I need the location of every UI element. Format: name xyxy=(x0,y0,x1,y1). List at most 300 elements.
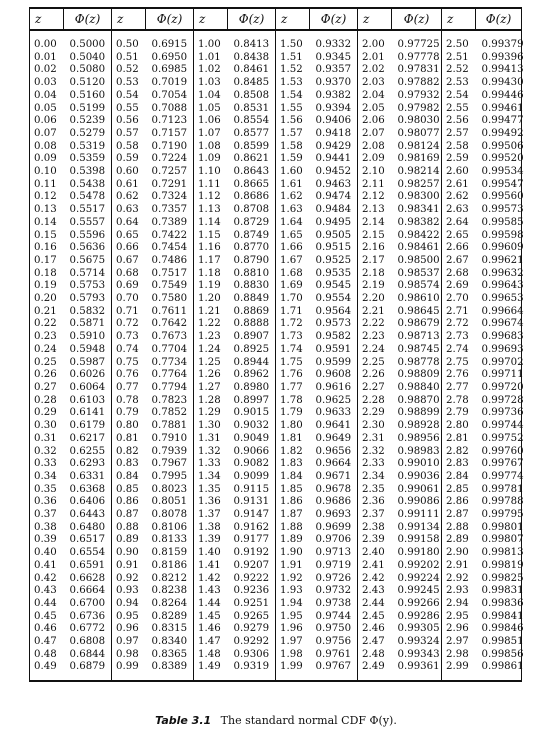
z-value-cell: 1.48 xyxy=(194,649,228,662)
z-value-cell: 0.18 xyxy=(30,268,64,281)
phi-value-cell: 0.6406 xyxy=(69,496,106,508)
z-value-cell: 0.82 xyxy=(112,446,146,459)
z-value-cell: 2.45 xyxy=(358,611,392,624)
phi-value-cell: 0.8790 xyxy=(233,254,270,266)
z-value-cell: 1.11 xyxy=(194,179,228,192)
z-value-cell: 2.79 xyxy=(442,407,476,420)
z-value-cell: 1.05 xyxy=(194,103,228,116)
phi-value-cell: 0.98214 xyxy=(397,166,440,178)
z-value-cell: 1.80 xyxy=(276,420,310,433)
table-row xyxy=(30,357,522,370)
z-value-cell: 0.69 xyxy=(112,280,146,293)
z-value-cell: 0.91 xyxy=(112,560,146,573)
phi-value-cell: 0.7257 xyxy=(151,166,188,178)
z-value-cell: 2.57 xyxy=(442,128,476,141)
phi-value-cell: 0.98169 xyxy=(397,153,440,165)
z-value-cell: 2.53 xyxy=(442,77,476,90)
table-row xyxy=(30,649,522,662)
z-value-cell: 2.14 xyxy=(358,217,392,230)
phi-value-cell: 0.6217 xyxy=(69,432,106,444)
z-value-cell: 1.87 xyxy=(276,509,310,522)
z-value-cell: 0.34 xyxy=(30,471,64,484)
phi-value-cell: 0.99547 xyxy=(476,179,522,192)
z-value-cell: 1.10 xyxy=(194,166,228,179)
z-value-cell: 0.36 xyxy=(30,496,64,509)
table-row xyxy=(30,103,522,116)
phi-value-cell: 0.9761 xyxy=(315,648,352,660)
z-value-cell: 2.95 xyxy=(442,611,476,624)
z-value-cell: 0.54 xyxy=(112,90,146,103)
phi-value-cell: 0.8023 xyxy=(151,483,188,495)
z-value-cell: 1.71 xyxy=(276,306,310,319)
phi-value-cell: 0.6480 xyxy=(69,521,106,533)
phi-value-cell: 0.9332 xyxy=(315,39,352,50)
z-value-cell: 0.13 xyxy=(30,204,64,217)
z-value-cell: 0.37 xyxy=(30,509,64,522)
phi-value-cell: 0.98124 xyxy=(397,140,440,152)
z-value-cell: 0.08 xyxy=(30,141,64,154)
z-value-cell: 2.21 xyxy=(358,306,392,319)
z-value-cell: 2.84 xyxy=(442,471,476,484)
phi-value-cell: 0.6517 xyxy=(69,534,106,546)
phi-value-cell: 0.6950 xyxy=(151,51,188,63)
z-value-cell: 0.86 xyxy=(112,496,146,509)
z-value-cell: 2.03 xyxy=(358,77,392,90)
z-value-cell: 1.39 xyxy=(194,534,228,547)
phi-value-cell: 0.9750 xyxy=(315,623,352,635)
phi-value-cell: 0.8340 xyxy=(151,636,188,648)
z-value-cell: 1.01 xyxy=(194,52,228,65)
phi-value-cell: 0.9656 xyxy=(315,445,352,457)
phi-value-cell: 0.9131 xyxy=(233,496,270,508)
phi-value-cell: 0.99506 xyxy=(476,141,522,154)
z-value-cell: 2.70 xyxy=(442,293,476,306)
phi-value-cell: 0.98956 xyxy=(397,432,440,444)
phi-value-cell: 0.9726 xyxy=(315,572,352,584)
phi-value-cell: 0.99664 xyxy=(476,306,522,319)
phi-value-cell: 0.6026 xyxy=(69,369,106,381)
z-value-cell: 1.18 xyxy=(194,268,228,281)
phi-value-cell: 0.7088 xyxy=(151,102,188,114)
table-row xyxy=(30,166,522,179)
phi-value-cell: 0.9573 xyxy=(315,318,352,330)
z-value-cell: 2.99 xyxy=(442,661,476,681)
phi-value-cell: 0.6664 xyxy=(69,585,106,597)
phi-value-cell: 0.9641 xyxy=(315,420,352,432)
phi-value-cell: 0.99492 xyxy=(476,128,522,141)
phi-value-cell: 0.99010 xyxy=(397,458,440,470)
phi-value-cell: 0.99379 xyxy=(476,30,522,52)
z-value-cell: 0.14 xyxy=(30,217,64,230)
z-value-cell: 1.03 xyxy=(194,77,228,90)
z-value-cell: 1.38 xyxy=(194,522,228,535)
column-header-phi: Φ(z) xyxy=(64,8,112,30)
z-value-cell: 1.88 xyxy=(276,522,310,535)
z-value-cell: 1.65 xyxy=(276,230,310,243)
phi-value-cell: 0.9345 xyxy=(315,51,352,63)
z-value-cell: 0.47 xyxy=(30,636,64,649)
phi-value-cell: 0.7190 xyxy=(151,140,188,152)
phi-value-cell: 0.98840 xyxy=(397,381,440,393)
phi-value-cell: 0.9545 xyxy=(315,280,352,292)
phi-value-cell: 0.99801 xyxy=(476,522,522,535)
phi-value-cell: 0.97725 xyxy=(397,39,440,50)
z-value-cell: 1.81 xyxy=(276,433,310,446)
z-value-cell: 1.32 xyxy=(194,446,228,459)
table-row xyxy=(30,496,522,509)
z-value-cell: 2.07 xyxy=(358,128,392,141)
phi-value-cell: 0.8686 xyxy=(233,191,270,203)
phi-value-cell: 0.8849 xyxy=(233,293,270,305)
z-value-cell: 1.23 xyxy=(194,331,228,344)
z-value-cell: 2.75 xyxy=(442,357,476,370)
z-value-cell: 1.72 xyxy=(276,318,310,331)
z-value-cell: 1.74 xyxy=(276,344,310,357)
z-value-cell: 0.22 xyxy=(30,318,64,331)
z-value-cell: 2.05 xyxy=(358,103,392,116)
phi-value-cell: 0.99324 xyxy=(397,636,440,648)
column-header-z: z xyxy=(442,8,476,30)
phi-value-cell: 0.99795 xyxy=(476,509,522,522)
phi-value-cell: 0.6736 xyxy=(69,610,106,622)
column-header-z: z xyxy=(112,8,146,30)
phi-value-cell: 0.9406 xyxy=(315,115,352,127)
z-value-cell: 0.65 xyxy=(112,230,146,243)
phi-value-cell: 0.6554 xyxy=(69,547,106,559)
phi-value-cell: 0.99831 xyxy=(476,585,522,598)
phi-value-cell: 0.5120 xyxy=(69,77,106,89)
phi-value-cell: 0.8051 xyxy=(151,496,188,508)
phi-value-cell: 0.5675 xyxy=(69,254,106,266)
table-row xyxy=(30,230,522,243)
z-value-cell: 0.17 xyxy=(30,255,64,268)
phi-value-cell: 0.8289 xyxy=(151,610,188,622)
phi-value-cell: 0.98574 xyxy=(397,280,440,292)
z-value-cell: 0.99 xyxy=(112,661,146,681)
cdf-table-container xyxy=(29,7,524,682)
z-value-cell: 0.04 xyxy=(30,90,64,103)
z-value-cell: 2.18 xyxy=(358,268,392,281)
phi-value-cell: 0.9495 xyxy=(315,216,352,228)
phi-value-cell: 0.8770 xyxy=(233,242,270,254)
phi-value-cell: 0.8212 xyxy=(151,572,188,584)
z-value-cell: 0.19 xyxy=(30,280,64,293)
table-row xyxy=(30,547,522,560)
phi-value-cell: 0.99286 xyxy=(397,610,440,622)
z-value-cell: 0.76 xyxy=(112,369,146,382)
z-value-cell: 1.95 xyxy=(276,611,310,624)
phi-value-cell: 0.9357 xyxy=(315,64,352,76)
phi-value-cell: 0.99461 xyxy=(476,103,522,116)
phi-value-cell: 0.9015 xyxy=(233,407,270,419)
table-row xyxy=(30,369,522,382)
phi-value-cell: 0.98422 xyxy=(397,229,440,241)
z-value-cell: 1.96 xyxy=(276,623,310,636)
z-value-cell: 2.25 xyxy=(358,357,392,370)
phi-value-cell: 0.6443 xyxy=(69,509,106,521)
phi-value-cell: 0.5000 xyxy=(69,39,106,50)
z-value-cell: 0.28 xyxy=(30,395,64,408)
z-value-cell: 2.29 xyxy=(358,407,392,420)
z-value-cell: 1.34 xyxy=(194,471,228,484)
z-value-cell: 2.98 xyxy=(442,649,476,662)
phi-value-cell: 0.7764 xyxy=(151,369,188,381)
z-value-cell: 0.51 xyxy=(112,52,146,65)
phi-value-cell: 0.7019 xyxy=(151,77,188,89)
phi-value-cell: 0.6591 xyxy=(69,559,106,571)
table-row xyxy=(30,179,522,192)
phi-value-cell: 0.9418 xyxy=(315,127,352,139)
z-value-cell: 1.40 xyxy=(194,547,228,560)
z-value-cell: 1.78 xyxy=(276,395,310,408)
z-value-cell: 2.34 xyxy=(358,471,392,484)
phi-value-cell: 0.98778 xyxy=(397,356,440,368)
z-value-cell: 1.25 xyxy=(194,357,228,370)
phi-value-cell: 0.8531 xyxy=(233,102,270,114)
z-value-cell: 0.61 xyxy=(112,179,146,192)
phi-value-cell: 0.99224 xyxy=(397,572,440,584)
z-value-cell: 1.17 xyxy=(194,255,228,268)
phi-value-cell: 0.8830 xyxy=(233,280,270,292)
z-value-cell: 1.82 xyxy=(276,446,310,459)
z-value-cell: 2.93 xyxy=(442,585,476,598)
z-value-cell: 0.63 xyxy=(112,204,146,217)
phi-value-cell: 0.98928 xyxy=(397,420,440,432)
phi-value-cell: 0.8078 xyxy=(151,509,188,521)
table-row xyxy=(30,534,522,547)
z-value-cell: 0.89 xyxy=(112,534,146,547)
z-value-cell: 2.08 xyxy=(358,141,392,154)
z-value-cell: 2.86 xyxy=(442,496,476,509)
phi-value-cell: 0.9756 xyxy=(315,636,352,648)
table-row xyxy=(30,446,522,459)
phi-value-cell: 0.99158 xyxy=(397,534,440,546)
z-value-cell: 0.80 xyxy=(112,420,146,433)
table-row xyxy=(30,115,522,128)
table-row xyxy=(30,331,522,344)
phi-value-cell: 0.5910 xyxy=(69,331,106,343)
phi-value-cell: 0.99477 xyxy=(476,115,522,128)
phi-value-cell: 0.99343 xyxy=(397,648,440,660)
phi-value-cell: 0.9664 xyxy=(315,458,352,470)
z-value-cell: 1.76 xyxy=(276,369,310,382)
phi-value-cell: 0.9251 xyxy=(233,597,270,609)
z-value-cell: 1.27 xyxy=(194,382,228,395)
phi-value-cell: 0.8159 xyxy=(151,547,188,559)
z-value-cell: 2.94 xyxy=(442,598,476,611)
phi-value-cell: 0.9608 xyxy=(315,369,352,381)
z-value-cell: 2.28 xyxy=(358,395,392,408)
table-body xyxy=(30,30,522,681)
phi-value-cell: 0.8485 xyxy=(233,77,270,89)
table-row xyxy=(30,191,522,204)
phi-value-cell: 0.99520 xyxy=(476,153,522,166)
phi-value-cell: 0.8577 xyxy=(233,127,270,139)
z-value-cell: 0.03 xyxy=(30,77,64,90)
phi-value-cell: 0.98899 xyxy=(397,407,440,419)
z-value-cell: 1.22 xyxy=(194,318,228,331)
phi-value-cell: 0.5871 xyxy=(69,318,106,330)
table-row xyxy=(30,344,522,357)
z-value-cell: 2.17 xyxy=(358,255,392,268)
standard-normal-cdf-table xyxy=(29,7,522,682)
phi-value-cell: 0.99061 xyxy=(397,483,440,495)
z-value-cell: 0.70 xyxy=(112,293,146,306)
phi-value-cell: 0.9591 xyxy=(315,343,352,355)
z-value-cell: 1.66 xyxy=(276,242,310,255)
z-value-cell: 1.57 xyxy=(276,128,310,141)
phi-value-cell: 0.5714 xyxy=(69,267,106,279)
z-value-cell: 2.91 xyxy=(442,560,476,573)
table-row xyxy=(30,242,522,255)
phi-value-cell: 0.98870 xyxy=(397,394,440,406)
phi-value-cell: 0.8925 xyxy=(233,343,270,355)
z-value-cell: 1.97 xyxy=(276,636,310,649)
phi-value-cell: 0.9066 xyxy=(233,445,270,457)
z-value-cell: 0.93 xyxy=(112,585,146,598)
table-row xyxy=(30,611,522,624)
phi-value-cell: 0.99643 xyxy=(476,280,522,293)
phi-value-cell: 0.9564 xyxy=(315,305,352,317)
z-value-cell: 2.44 xyxy=(358,598,392,611)
phi-value-cell: 0.9744 xyxy=(315,610,352,622)
column-header-phi: Φ(z) xyxy=(476,8,522,30)
z-value-cell: 2.77 xyxy=(442,382,476,395)
phi-value-cell: 0.6179 xyxy=(69,420,106,432)
table-row xyxy=(30,636,522,649)
z-value-cell: 2.46 xyxy=(358,623,392,636)
phi-value-cell: 0.97982 xyxy=(397,102,440,114)
z-value-cell: 2.66 xyxy=(442,242,476,255)
phi-value-cell: 0.98713 xyxy=(397,331,440,343)
z-value-cell: 1.43 xyxy=(194,585,228,598)
phi-value-cell: 0.8997 xyxy=(233,394,270,406)
z-value-cell: 1.28 xyxy=(194,395,228,408)
z-value-cell: 1.86 xyxy=(276,496,310,509)
phi-value-cell: 0.5557 xyxy=(69,216,106,228)
phi-value-cell: 0.8365 xyxy=(151,648,188,660)
z-value-cell: 2.73 xyxy=(442,331,476,344)
z-value-cell: 2.20 xyxy=(358,293,392,306)
z-value-cell: 2.50 xyxy=(442,30,476,52)
z-value-cell: 2.26 xyxy=(358,369,392,382)
z-value-cell: 1.02 xyxy=(194,64,228,77)
z-value-cell: 1.90 xyxy=(276,547,310,560)
phi-value-cell: 0.9678 xyxy=(315,483,352,495)
z-value-cell: 2.72 xyxy=(442,318,476,331)
z-value-cell: 2.09 xyxy=(358,153,392,166)
phi-value-cell: 0.9582 xyxy=(315,331,352,343)
phi-value-cell: 0.8508 xyxy=(233,89,270,101)
z-value-cell: 0.46 xyxy=(30,623,64,636)
z-value-cell: 2.37 xyxy=(358,509,392,522)
phi-value-cell: 0.99573 xyxy=(476,204,522,217)
phi-value-cell: 0.99846 xyxy=(476,623,522,636)
z-value-cell: 0.88 xyxy=(112,522,146,535)
phi-value-cell: 0.6915 xyxy=(151,39,188,50)
phi-value-cell: 0.7823 xyxy=(151,394,188,406)
z-value-cell: 0.12 xyxy=(30,191,64,204)
phi-value-cell: 0.99813 xyxy=(476,547,522,560)
phi-value-cell: 0.7324 xyxy=(151,191,188,203)
column-header-phi: Φ(z) xyxy=(146,8,194,30)
z-value-cell: 0.48 xyxy=(30,649,64,662)
z-value-cell: 0.57 xyxy=(112,128,146,141)
phi-value-cell: 0.97882 xyxy=(397,77,440,89)
phi-value-cell: 0.6772 xyxy=(69,623,106,635)
phi-value-cell: 0.8315 xyxy=(151,623,188,635)
table-row xyxy=(30,204,522,217)
z-value-cell: 0.41 xyxy=(30,560,64,573)
z-value-cell: 0.25 xyxy=(30,357,64,370)
z-value-cell: 2.54 xyxy=(442,90,476,103)
z-value-cell: 2.02 xyxy=(358,64,392,77)
z-value-cell: 2.56 xyxy=(442,115,476,128)
phi-value-cell: 0.99711 xyxy=(476,369,522,382)
phi-value-cell: 0.9032 xyxy=(233,420,270,432)
phi-value-cell: 0.99266 xyxy=(397,597,440,609)
z-value-cell: 2.69 xyxy=(442,280,476,293)
z-value-cell: 0.43 xyxy=(30,585,64,598)
phi-value-cell: 0.8413 xyxy=(233,39,270,50)
phi-value-cell: 0.9625 xyxy=(315,394,352,406)
z-value-cell: 0.75 xyxy=(112,357,146,370)
phi-value-cell: 0.8665 xyxy=(233,178,270,190)
z-value-cell: 2.00 xyxy=(358,30,392,52)
z-value-cell: 0.39 xyxy=(30,534,64,547)
z-value-cell: 2.83 xyxy=(442,458,476,471)
z-value-cell: 2.88 xyxy=(442,522,476,535)
phi-value-cell: 0.99585 xyxy=(476,217,522,230)
z-value-cell: 1.53 xyxy=(276,77,310,90)
z-value-cell: 1.58 xyxy=(276,141,310,154)
z-value-cell: 0.71 xyxy=(112,306,146,319)
table-row xyxy=(30,585,522,598)
phi-value-cell: 0.9515 xyxy=(315,242,352,254)
table-header-row xyxy=(30,8,522,30)
z-value-cell: 1.73 xyxy=(276,331,310,344)
table-row xyxy=(30,420,522,433)
phi-value-cell: 0.8962 xyxy=(233,369,270,381)
phi-value-cell: 0.99674 xyxy=(476,318,522,331)
z-value-cell: 0.97 xyxy=(112,636,146,649)
z-value-cell: 2.19 xyxy=(358,280,392,293)
z-value-cell: 0.01 xyxy=(30,52,64,65)
z-value-cell: 0.87 xyxy=(112,509,146,522)
z-value-cell: 1.47 xyxy=(194,636,228,649)
z-value-cell: 1.60 xyxy=(276,166,310,179)
z-value-cell: 2.40 xyxy=(358,547,392,560)
phi-value-cell: 0.97831 xyxy=(397,64,440,76)
phi-value-cell: 0.98537 xyxy=(397,267,440,279)
z-value-cell: 2.01 xyxy=(358,52,392,65)
z-value-cell: 2.32 xyxy=(358,446,392,459)
z-value-cell: 2.55 xyxy=(442,103,476,116)
table-row xyxy=(30,141,522,154)
phi-value-cell: 0.98983 xyxy=(397,445,440,457)
phi-value-cell: 0.7422 xyxy=(151,229,188,241)
phi-value-cell: 0.9279 xyxy=(233,623,270,635)
z-value-cell: 2.92 xyxy=(442,573,476,586)
phi-value-cell: 0.9162 xyxy=(233,521,270,533)
phi-value-cell: 0.5636 xyxy=(69,242,106,254)
table-row xyxy=(30,522,522,535)
z-value-cell: 1.33 xyxy=(194,458,228,471)
z-value-cell: 2.11 xyxy=(358,179,392,192)
phi-value-cell: 0.97778 xyxy=(397,51,440,63)
z-value-cell: 1.51 xyxy=(276,52,310,65)
z-value-cell: 0.21 xyxy=(30,306,64,319)
